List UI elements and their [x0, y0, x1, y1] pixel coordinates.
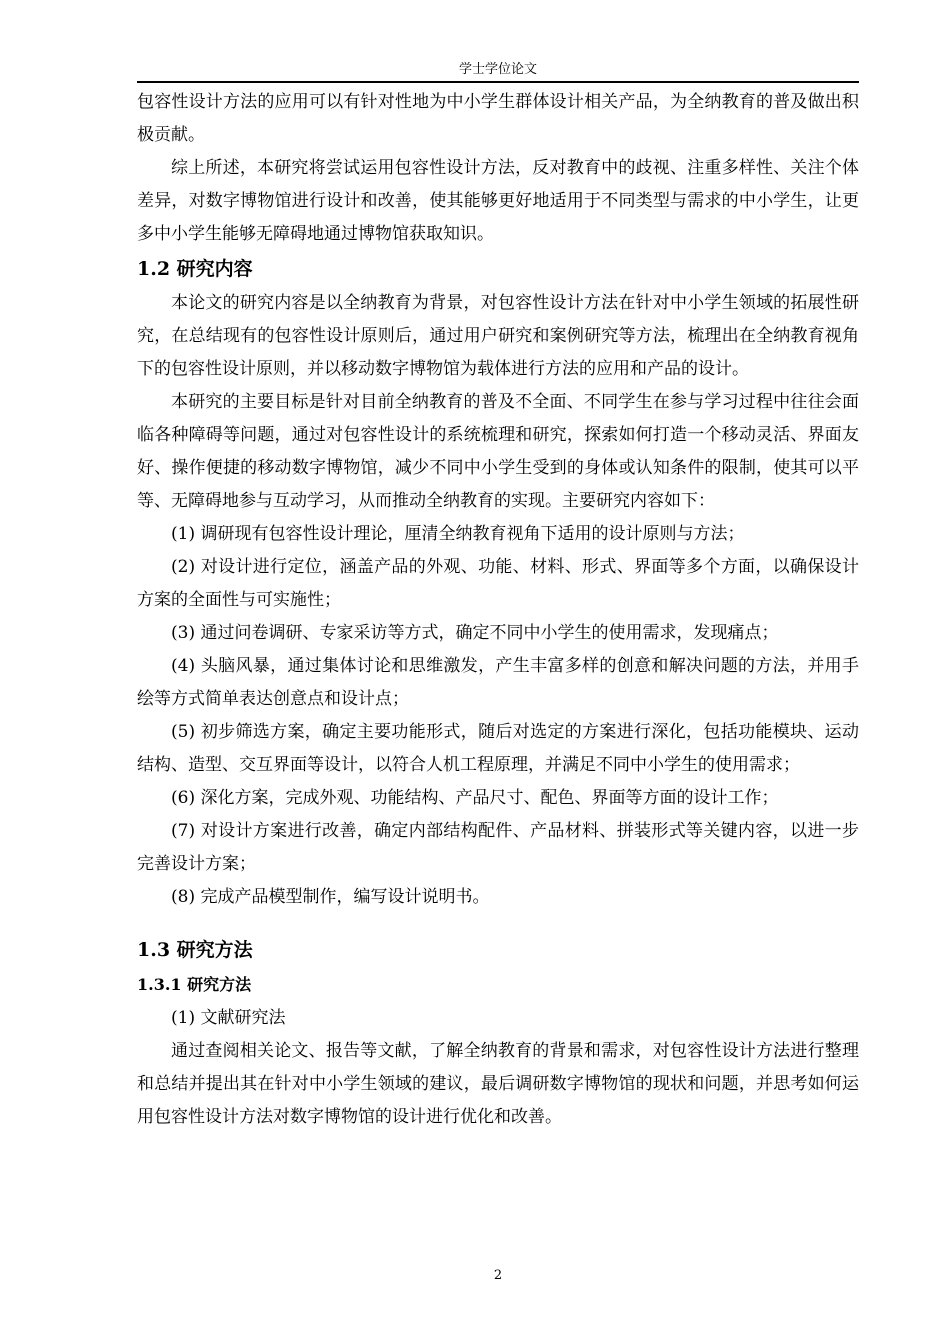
- list-item: (7) 对设计方案进行改善，确定内部结构配件、产品材料、拼装形式等关键内容，以进一步完善设计方案；: [137, 821, 859, 874]
- page-number: 2: [493, 1268, 503, 1283]
- running-header: 学士学位论文: [458, 62, 537, 77]
- list-item: (3) 通过问卷调研、专家采访等方式，确定不同中小学生的使用需求，发现痛点；: [171, 623, 779, 643]
- section-heading-1-2: 1.2 研究内容: [137, 258, 253, 280]
- body-paragraph: 本研究的主要目标是针对目前全纳教育的普及不全面、不同学生在参与学习过程中往往会面临各种障碍等问题，通过对包容性设计的系统梳理和研究，探索如何打造一个移动灵活、界面友好、操作便捷的移动数字博物馆，减少不同中小学生受到的身体或认知条件的限制，使其可以平等、无障碍地参与互动学习，从而推动全纳教育的实现。主要研究内容如下：: [137, 392, 859, 511]
- list-item: (4) 头脑风暴，通过集体讨论和思维激发，产生丰富多样的创意和解决问题的方法，并用手绘等方式简单表达创意点和设计点；: [137, 656, 859, 709]
- list-item: (8) 完成产品模型制作，编写设计说明书。: [171, 887, 490, 907]
- list-item: (6) 深化方案，完成外观、功能结构、产品尺寸、配色、界面等方面的设计工作；: [171, 788, 779, 808]
- section-heading-1-3: 1.3 研究方法: [137, 939, 253, 961]
- body-paragraph: 包容性设计方法的应用可以有针对性地为中小学生群体设计相关产品，为全纳教育的普及做出积极贡献。: [137, 92, 859, 145]
- list-item: (2) 对设计进行定位，涵盖产品的外观、功能、材料、形式、界面等多个方面，以确保设计方案的全面性与可实施性；: [137, 557, 859, 610]
- list-item: (5) 初步筛选方案，确定主要功能形式，随后对选定的方案进行深化，包括功能模块、运动结构、造型、交互界面等设计，以符合人机工程原理，并满足不同中小学生的使用需求；: [137, 722, 859, 775]
- header-rule: [137, 81, 859, 83]
- body-paragraph: 综上所述，本研究将尝试运用包容性设计方法，反对教育中的歧视、注重多样性、关注个体差异，对数字博物馆进行设计和改善，使其能够更好地适用于不同类型与需求的中小学生，让更多中小学生能够无障碍地通过博物馆获取知识。: [137, 158, 859, 244]
- subsection-heading-1-3-1: 1.3.1 研究方法: [137, 975, 252, 994]
- page-body: [137, 86, 859, 1134]
- body-paragraph: 通过查阅相关论文、报告等文献，了解全纳教育的背景和需求，对包容性设计方法进行整理和总结并提出其在针对中小学生领域的建议，最后调研数字博物馆的现状和问题，并思考如何运用包容性设计方法对数字博物馆的设计进行优化和改善。: [137, 1041, 859, 1127]
- list-item: (1) 调研现有包容性设计理论，厘清全纳教育视角下适用的设计原则与方法；: [171, 524, 745, 544]
- method-label: (1) 文献研究法: [171, 1008, 286, 1028]
- body-paragraph: 本论文的研究内容是以全纳教育为背景，对包容性设计方法在针对中小学生领域的拓展性研究，在总结现有的包容性设计原则后，通过用户研究和案例研究等方法，梳理出在全纳教育视角下的包容性设计原则，并以移动数字博物馆为载体进行方法的应用和产品的设计。: [137, 293, 859, 379]
